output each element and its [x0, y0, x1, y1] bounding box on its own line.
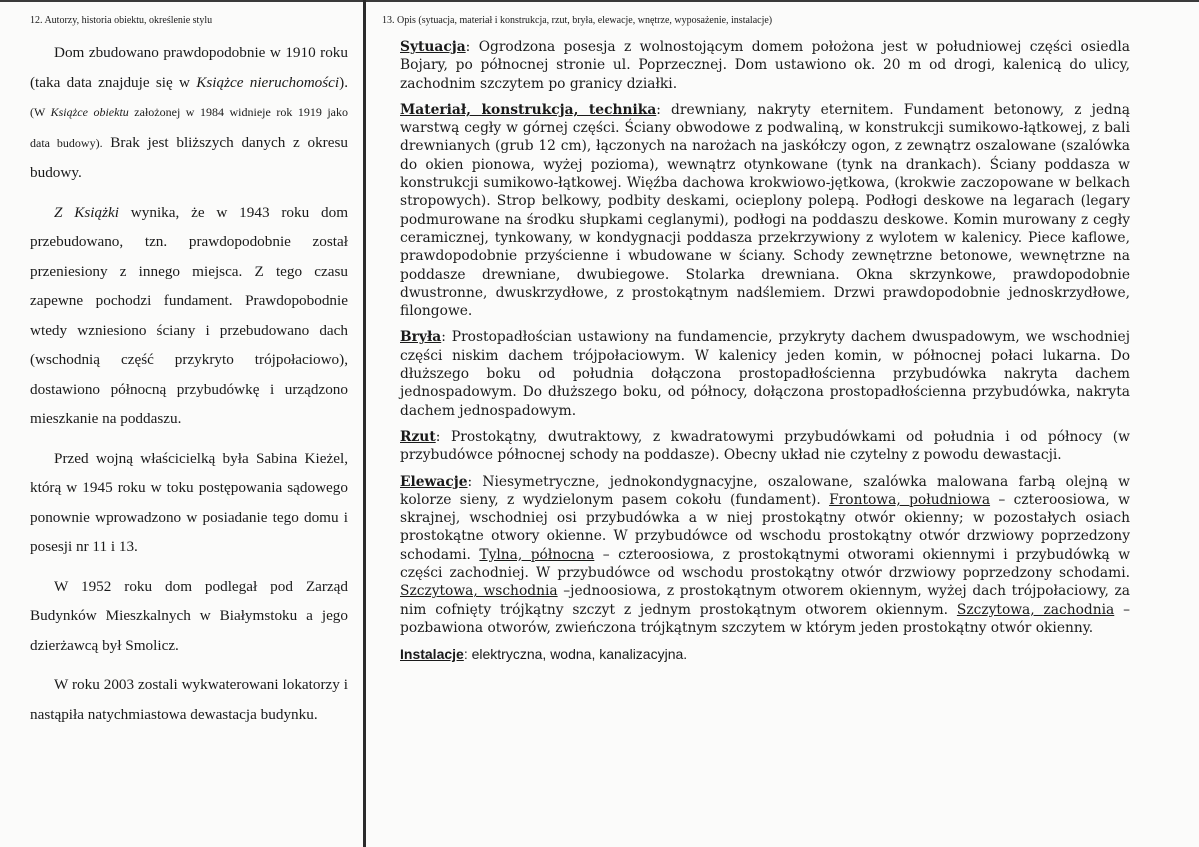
history-paragraph-2: [30, 198, 348, 434]
right-column: [382, 14, 1130, 672]
section-text: : Niesymetryczne, jednokondygnacyjne, oszalowane, szalówka malowana farbą olejną w kolorze sieny, z wydzielonym pasem cokołu (fundament).: [400, 473, 1130, 508]
section-text: : Prostokątny, dwutraktowy, z kwadratowymi przybudówkami od południa i od północy (w przybudówce północnej schody na poddasze). Obecny układ nie czytelny z powodu dewastacji.: [400, 428, 1130, 464]
elevation-west-label: Szczytowa, zachodnia: [956, 601, 1115, 618]
text-run: ).: [339, 73, 348, 91]
text-run: (W: [30, 105, 51, 119]
book-title: Książce nieruchomości: [196, 73, 340, 91]
section-elewacje: [382, 473, 1130, 638]
text-run: Dom zbudowano prawdopodobnie w 1910 roku (taka data znajduje się w: [30, 44, 348, 91]
text-run: Z: [54, 203, 75, 221]
text-run: Brak jest bliższych danych z okresu budowy.: [30, 133, 348, 181]
left-column-header: 12. Autorzy, historia obiektu, określenie stylu: [30, 15, 213, 26]
section-bryla: [382, 328, 1130, 419]
left-column: [30, 14, 348, 739]
section-label: Materiał, konstrukcja, technika: [400, 101, 657, 118]
top-border-line: [0, 0, 1199, 2]
text-run: wynika, że w 1943 roku dom przebudowano, tzn. prawdopodobnie został przeniesiony z innego miejsca. Z tego czasu zapewne pochodzi fundament. Prawdopobodnie wtedy wzniesiono ściany i przebudowano dach (wschodnią część przykryto trójpołaciowo), dostawiono północną przybudówkę i urządzono mieszkanie na poddaszu.: [30, 203, 349, 427]
section-text: – czteroosiowa, z prostokątnymi otworami okiennymi i przybudówką w części zachodniej. W przybudówce od wschodu prostokątny otwór drzwiowy poprzedzony schodami.: [400, 546, 1131, 582]
history-paragraph-5: W roku 2003 zostali wykwaterowani lokatorzy i nastąpiła natychmiastowa dewastacja budynku.: [30, 676, 348, 723]
section-label: Instalacje: [400, 646, 464, 663]
history-paragraph-3: Przed wojną właścicielką była Sabina Kieżel, którą w 1945 roku w toku postępowania sądowego ponownie wprowadzono w posiadanie tego domu i posesji nr 11 i 13.: [30, 449, 348, 555]
section-text: : Prostopadłościan ustawiony na fundamencie, przykryty dachem dwuspadowym, we wschodniej części niskim dachem trójpołaciowym. W kalenicy jeden komin, w północnej połaci lukarna. Do dłuższego boku od południa dołączona prostopadłościenna przybudówka nakryta dachem jednospadowym. Do dłuższego boku, od północy, dołączona prostopadłościenna przybudówka, nakryta dachem jednospadowym.: [400, 329, 1130, 419]
history-paragraph-1: [30, 38, 348, 188]
section-label: Sytuacja: [400, 39, 466, 55]
text-run: założonej w 1984 widnieje rok 1919 jako data budowy).: [30, 105, 348, 150]
section-rzut: [382, 428, 1130, 465]
right-column-header: 13. Opis (sytuacja, materiał i konstrukcja, rzut, bryła, elewacje, wnętrze, wyposażenie, instalacje): [382, 15, 773, 26]
section-instalacje: [382, 645, 1130, 663]
book-title: Książce obiektu: [50, 105, 129, 119]
elevation-rear-label: Tylna, północna: [479, 546, 595, 563]
section-text: : drewniany, nakryty eternitem. Fundament betonowy, z jedną warstwą cegły w górnej części. Ściany obwodowe z podwaliną, w konstrukcji sumikowo-łątkowej, z bali drewnianych (grub 12 cm), łączonych na narożach na jaskółczy ogon, z zewnątrz oszalowane (szalówka do okien pionowa, wyżej pozioma), wewnątrz otynkowane (tynk na drankach). Ściany poddasza w konstrukcji sumikowo-łątkowej. Więźba dachowa krokwiowo-jętkowa, (krokwie zaczopowane w belkach stropowych). Strop belkowy, podbity deskami, ocieplony polepą. Podłogi deskowe na legarach (legary podmurowane na środku słupkami ceglanymi), podłogi na poddaszu deskowe. Komin murowany z cegły ceramicznej, tynkowany, w kondygnacji poddasza przekrzywiony z wylotem w kalenicy. Piece kaflowe, prawdopodobnie przyścienne i wbudowane w ściany. Schody zewnętrzne betonowe, wewnętrzne na poddasze drewniane, dwubiegowe. Stolarka drewniana. Okna skrzynkowe, prawdopodobnie dwustronne, dwuskrzydłowe, z prostokątnym nadślemiem. Drzwi prawdopodobnie jednoskrzydłowe, filongowe.: [400, 101, 1130, 320]
section-sytuacja: [382, 38, 1130, 93]
section-text: – pozbawiona otworów, zwieńczona trójkątnym szczytem w którym jeden prostokątny otwór okienny.: [400, 601, 1130, 636]
section-label: Rzut: [400, 428, 436, 445]
section-label: Bryła: [400, 329, 442, 346]
column-divider: [363, 0, 366, 847]
history-paragraph-4: W 1952 roku dom podlegał pod Zarząd Budynków Mieszkalnych w Białymstoku a jego dzierżawcą był Smolicz.: [30, 577, 348, 654]
elevation-east-label: Szczytowa, wschodnia: [400, 583, 558, 600]
section-text: – czteroosiowa, w skrajnej, wschodniej osi przybudówka a w niej prostokątny otwór okienny; w pozostałych osiach prostokątne otwory okienne. W przybudówce od wschodu prostokątny otwór drzwiowy poprzedzony schodami.: [400, 491, 1130, 563]
section-label: Elewacje: [400, 473, 468, 490]
book-title: Książki: [74, 203, 119, 221]
section-text: –jednoosiowa, z prostokątnym otworem okiennym, wyżej dach trójpołaciowy, za nim cofnięty trójkątny szczyt z jednym prostokątnym otworem okiennym.: [400, 583, 1130, 618]
section-text: : Ogrodzona posesja z wolnostojącym domem położona jest w południowej części osiedla Bojary, po północnej stronie ul. Poprzecznej. Dom ustawiono ok. 20 m od drogi, kalenicą do ulicy, zachodnim szczytem po granicy działki.: [400, 39, 1130, 92]
section-material: [382, 101, 1130, 321]
section-text: : elektryczna, wodna, kanalizacyjna.: [463, 646, 688, 663]
elevation-front-label: Frontowa, południowa: [829, 491, 991, 508]
